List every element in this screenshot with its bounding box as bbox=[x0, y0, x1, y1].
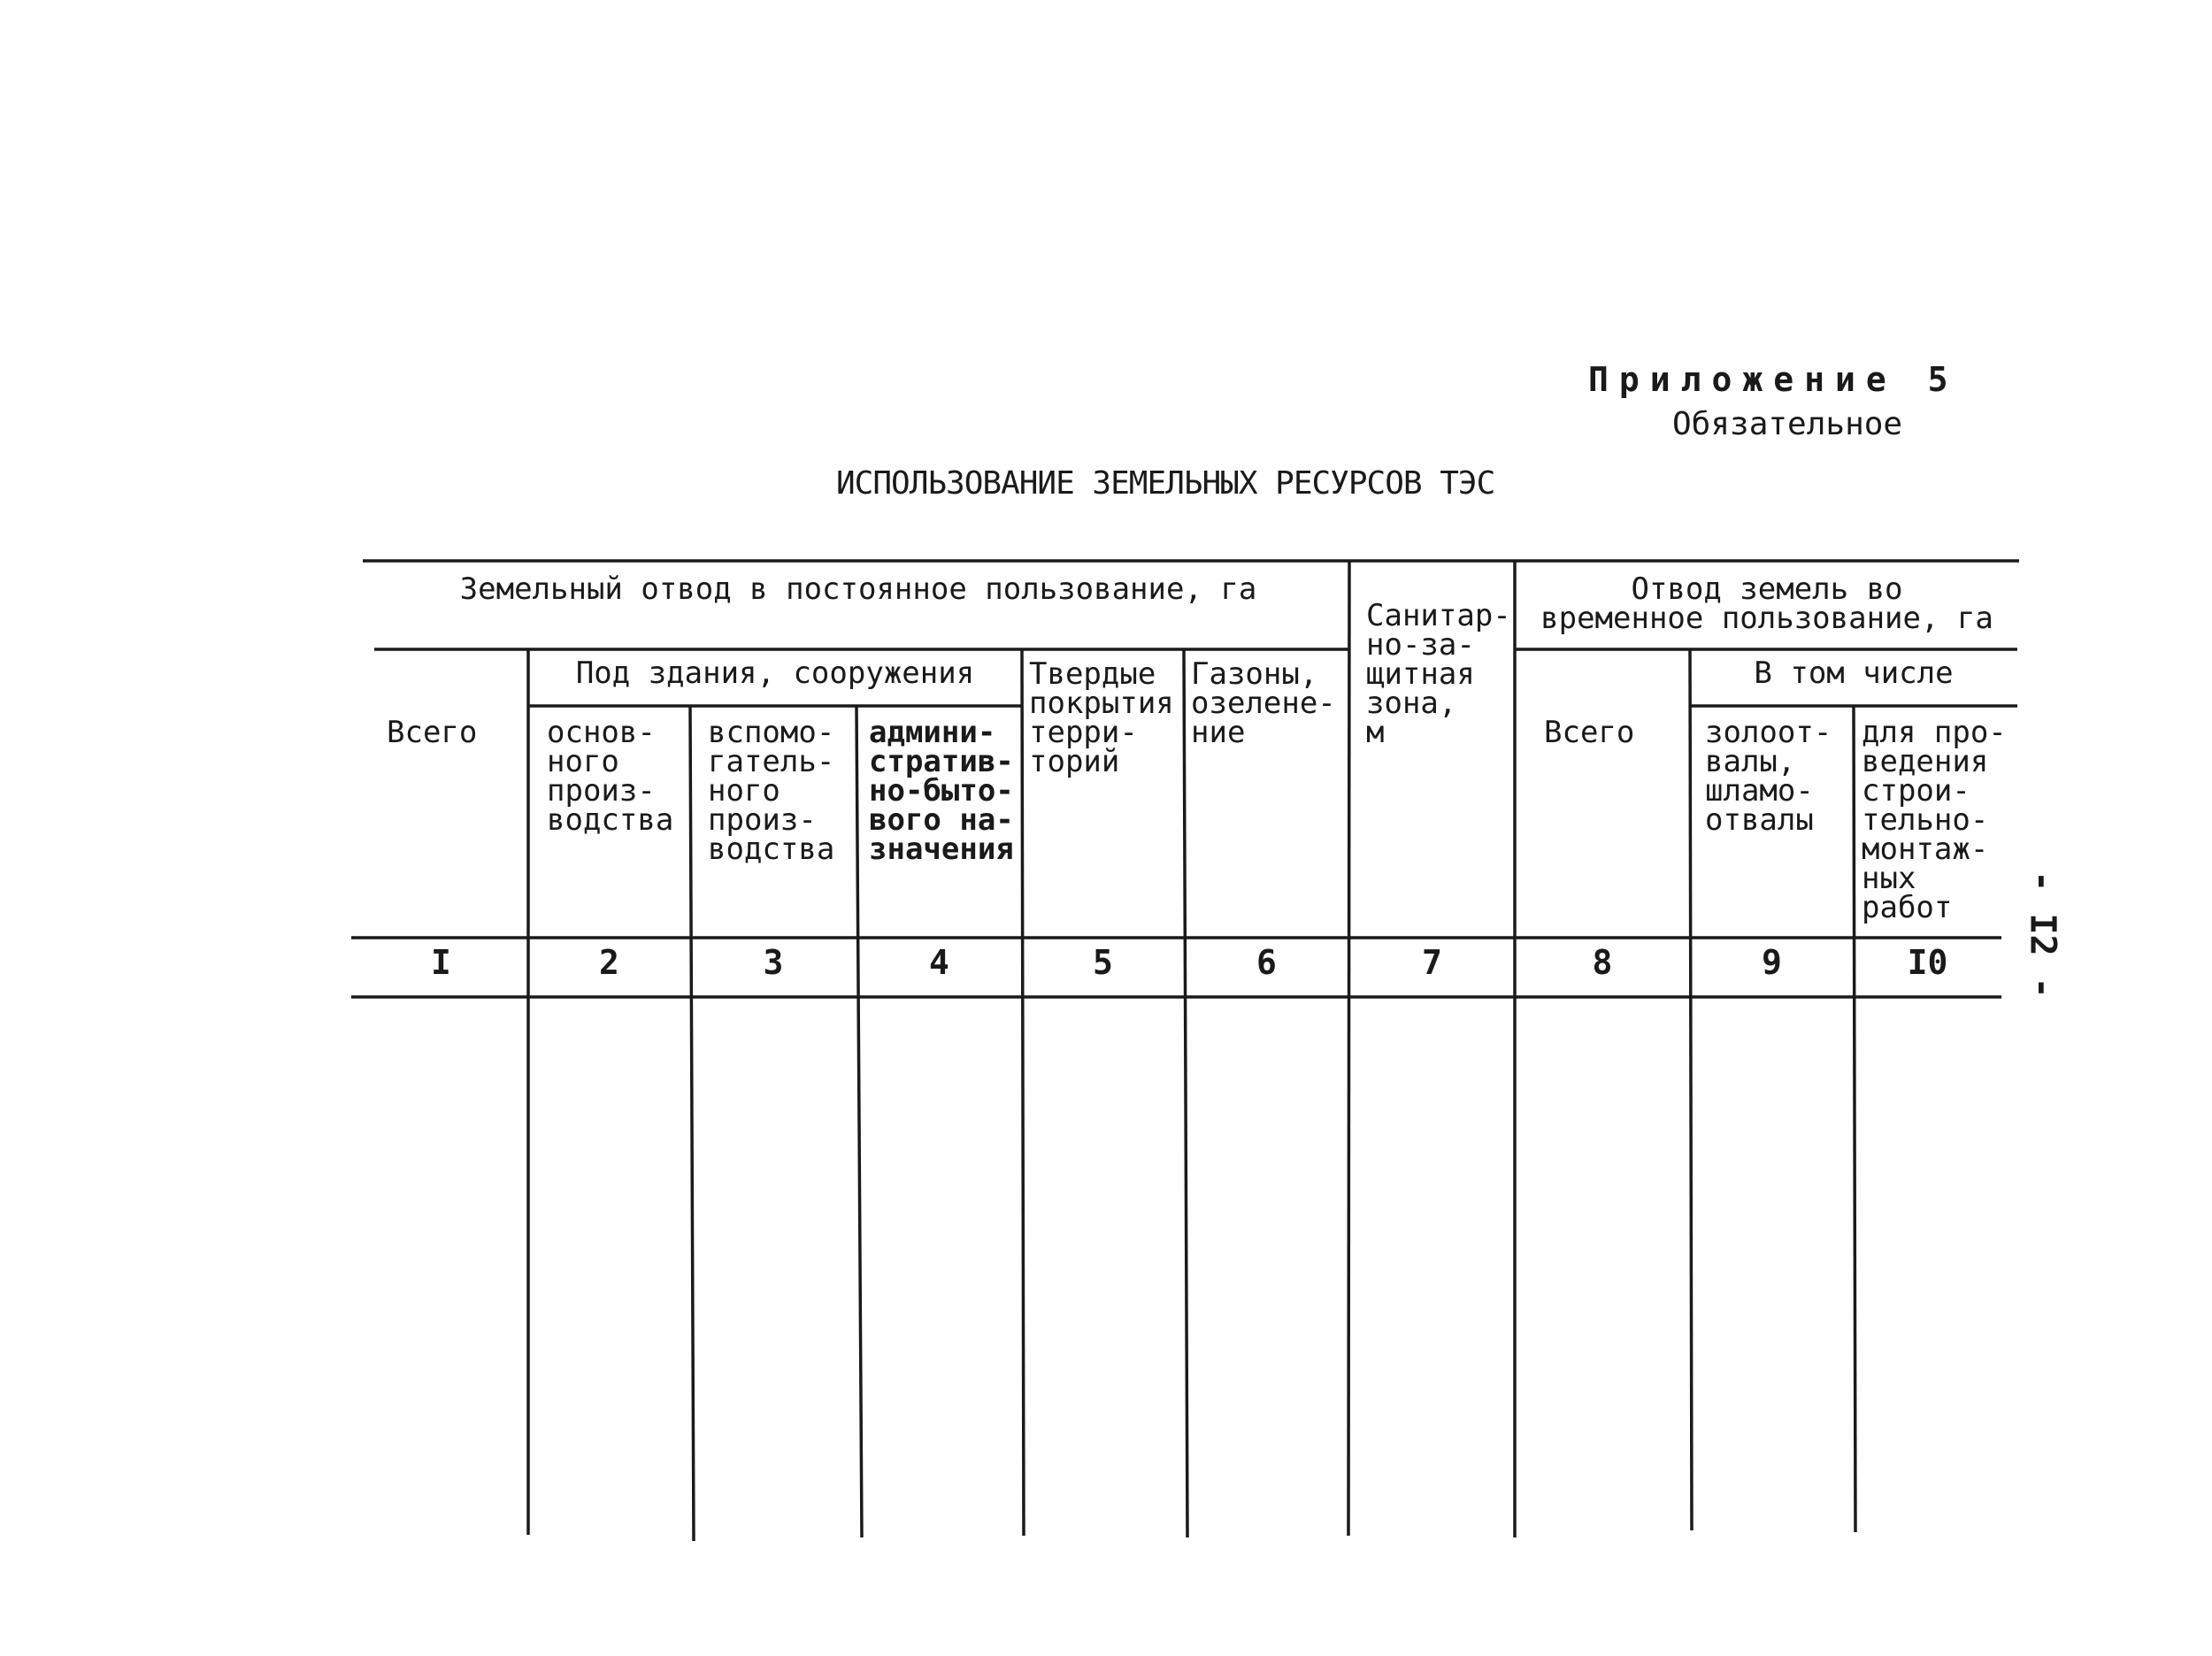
group-permanent-header: Земельный отвод в постоянное пользование, га bbox=[459, 571, 1257, 607]
column-header-total-temporary: Всего bbox=[1544, 715, 1635, 750]
column-number: 8 bbox=[1592, 943, 1613, 982]
column-number: 2 bbox=[599, 943, 619, 982]
column-header-construction-works: для про- ведения строи- тельно- монтаж- ных работ bbox=[1862, 715, 2007, 925]
mandatory-label: Обязательное bbox=[1672, 406, 1903, 442]
column-header-sanitary-zone: Санитар- но-за- щитная зона, м bbox=[1366, 598, 1511, 750]
group-temporary-header: Отвод земель во временное пользование, га bbox=[1540, 571, 1993, 636]
column-number: 5 bbox=[1093, 943, 1113, 982]
column-header-administrative: админи- стратив- но-быто- вого на- значения bbox=[869, 715, 1014, 867]
column-header-total-permanent: Всего bbox=[387, 715, 478, 750]
column-header-main-production: основ- ного произ- водства bbox=[547, 715, 674, 838]
group-including-header: В том числе bbox=[1754, 656, 1954, 691]
column-header-lawns: Газоны, озелене- ние bbox=[1191, 656, 1336, 750]
column-number: 3 bbox=[763, 943, 784, 982]
column-number: 6 bbox=[1256, 943, 1277, 982]
column-header-auxiliary-production: вспомо- гатель- ного произ- водства bbox=[708, 715, 835, 867]
column-header-ash-dumps: золоот- валы, шламо- отвалы bbox=[1705, 715, 1832, 838]
document-title: ИСПОЛЬЗОВАНИЕ ЗЕМЕЛЬНЫХ РЕСУРСОВ ТЭС bbox=[836, 465, 1495, 502]
column-number: I0 bbox=[1907, 943, 1948, 982]
page-number: - I2 - bbox=[2022, 870, 2063, 999]
column-number: 4 bbox=[929, 943, 949, 982]
column-header-hard-surfaces: Твердые покрытия терри- торий bbox=[1029, 656, 1174, 779]
column-number: 7 bbox=[1422, 943, 1442, 982]
column-number: 9 bbox=[1762, 943, 1782, 982]
group-buildings-header: Под здания, сооружения bbox=[575, 656, 975, 691]
column-number: I bbox=[431, 943, 451, 982]
appendix-label: Приложение 5 bbox=[1588, 360, 1959, 399]
